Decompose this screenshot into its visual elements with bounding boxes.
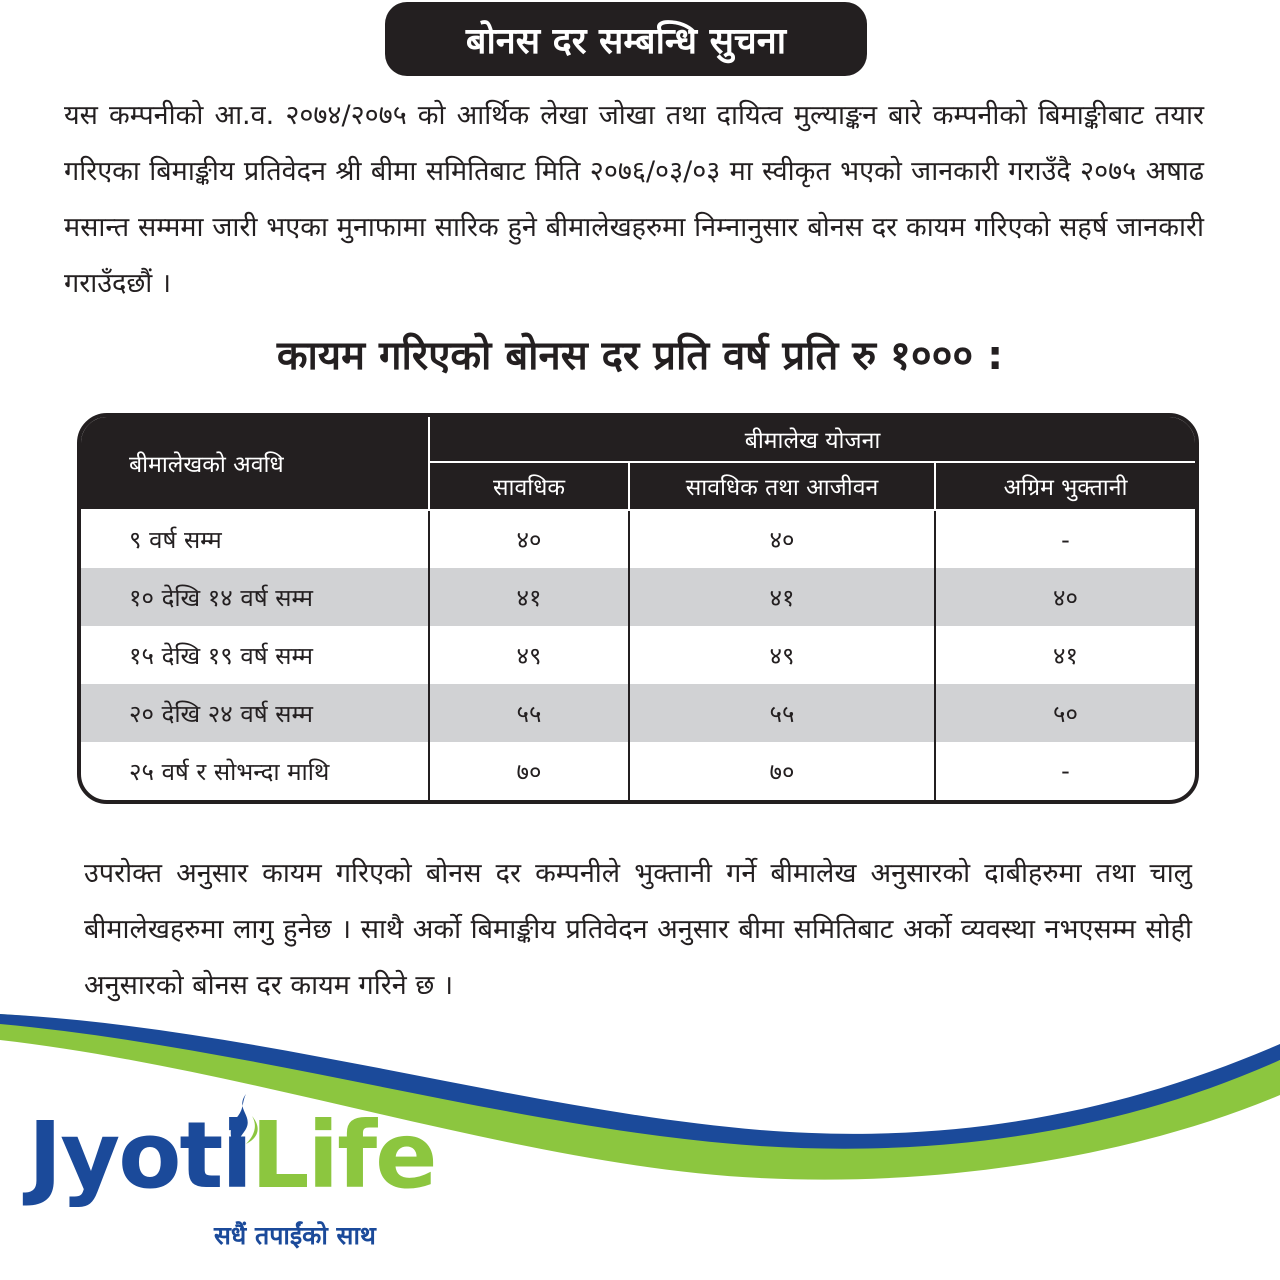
term-column-header: बीमालेखको अवधि (81, 417, 429, 510)
term-cell: २० देखि २४ वर्ष सम्म (81, 684, 429, 742)
term-cell: १० देखि १४ वर्ष सम्म (81, 568, 429, 626)
term-cell: १५ देखि १९ वर्ष सम्म (129, 641, 313, 670)
table-row (81, 626, 1195, 684)
company-logo (28, 1102, 436, 1209)
table-row (81, 684, 1195, 742)
column-header: सावधिक तथा आजीवन (629, 462, 935, 510)
rate-cell: ४० (935, 568, 1195, 626)
table-row (81, 742, 1195, 800)
term-cell: २५ वर्ष र सोभन्दा माथि (129, 757, 330, 786)
logo-word-jyoti: Jyoti (28, 1102, 251, 1209)
rate-cell: ७० (629, 742, 935, 800)
term-cell: ९ वर्ष सम्म (129, 526, 222, 554)
rate-cell: ४१ (429, 568, 629, 626)
column-header: सावधिक (429, 462, 629, 510)
rate-cell: ४० (629, 510, 935, 568)
rate-cell: ५५ (629, 684, 935, 742)
rate-cell: ५० (935, 684, 1195, 742)
rate-cell: ४९ (629, 626, 935, 684)
column-header: अग्रिम भुक्तानी (935, 462, 1195, 510)
notice-title: बोनस दर सम्बन्धि सुचना (385, 2, 867, 76)
rate-heading: कायम गरिएको बोनस दर प्रति वर्ष प्रति रु १००० : (276, 333, 1004, 379)
rate-cell: ५५ (429, 684, 629, 742)
table-row (81, 510, 1195, 568)
rate-cell: ४१ (629, 568, 935, 626)
rate-cell: ४० (429, 510, 629, 568)
rate-cell: ४१ (935, 626, 1195, 684)
plan-group-header: बीमालेख योजना (429, 417, 1195, 462)
bonus-rate-table (77, 413, 1199, 804)
logo-tagline: सधैं तपाईंको साथ (214, 1221, 376, 1250)
rate-cell: - (935, 510, 1195, 568)
rate-cell: - (935, 742, 1195, 800)
intro-paragraph: यस कम्पनीको आ.व. २०७४/२०७५ को आर्थिक लेखा जोखा तथा दायित्व मुल्याङ्कन बारे कम्पनीको बिमाङ्कीबाट तयार गरिएका बिमाङ्कीय प्रतिवेदन श्री बीमा समितिबाट मिति २०७६/०३/०३ मा स्वीकृत भएको जानकारी गराउँदै २०७५ अषाढ मसान्त सम्ममा जारी भएका मुनाफामा सारिक हुने बीमालेखहरुमा निम्नानुसार बोनस दर कायम गरिएको सहर्ष जानकारी गराउँदछौं । (64, 100, 1204, 299)
logo-word-life: Life (250, 1102, 436, 1209)
rate-cell: ४९ (429, 626, 629, 684)
closing-paragraph: उपरोक्त अनुसार कायम गरिएको बोनस दर कम्पनीले भुक्तानी गर्ने बीमालेख अनुसारको दाबीहरुमा तथा चालु बीमालेखहरुमा लागु हुनेछ । साथै अर्को बिमाङ्कीय प्रतिवेदन अनुसार बीमा समितिबाट अर्को व्यवस्था नभएसम्म सोही अनुसारको बोनस दर कायम गरिने छ । (84, 858, 1192, 1001)
table-row (81, 568, 1195, 626)
rate-cell: ७० (429, 742, 629, 800)
